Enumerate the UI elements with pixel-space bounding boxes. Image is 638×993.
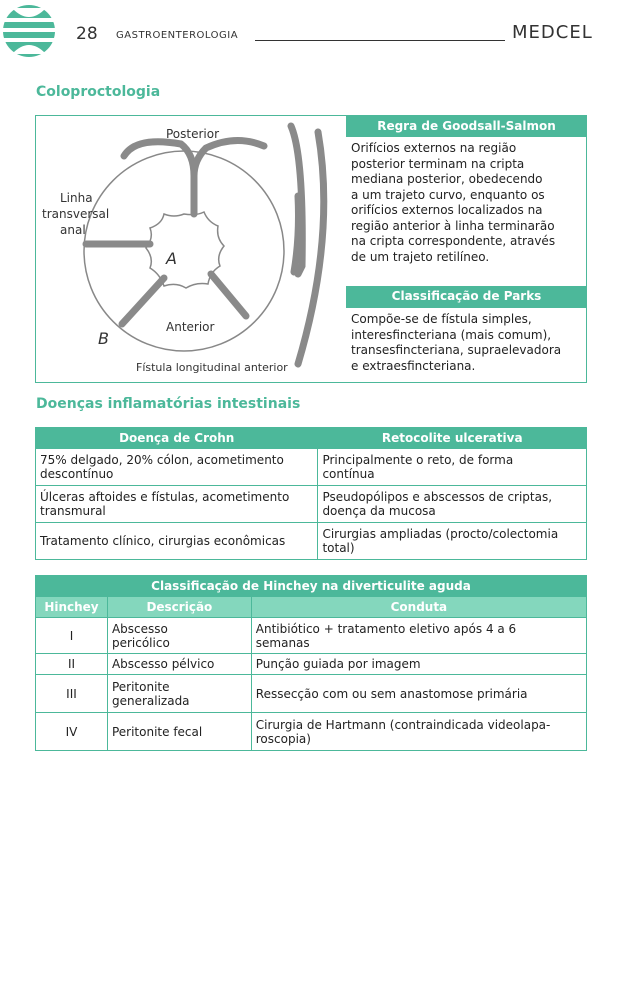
table-cell: II — [36, 654, 108, 675]
coloproctologia-box — [35, 115, 587, 383]
hinchey-table — [35, 575, 587, 751]
brand-logo: MEDCEL — [512, 22, 593, 43]
table-cell: Tratamento clínico, cirurgias econômicas — [36, 523, 318, 560]
goodsall-line: na cripta correspondente, através — [351, 234, 556, 248]
goodsall-line: região anterior à linha terminarão — [351, 218, 555, 233]
goodsall-line: Orifícios externos na região — [351, 141, 517, 155]
table-cell: Principalmente o reto, de forma contínua — [318, 449, 587, 486]
goodsall-line: mediana posterior, obedecendo — [351, 172, 543, 186]
table-row — [36, 618, 587, 654]
table-row — [36, 449, 587, 486]
dii-header-crohn: Doença de Crohn — [36, 428, 318, 449]
hinchey-header-descricao: Descrição — [107, 597, 251, 618]
table-cell: Úlceras aftoides e fístulas, acometimento transmural — [36, 486, 318, 523]
dii-title: Doenças inflamatórias intestinais — [36, 396, 301, 412]
page-header — [0, 0, 638, 75]
goodsall-heading: Regra de Goodsall-Salmon — [346, 116, 587, 137]
table-cell: Abscesso pélvico — [107, 654, 251, 675]
diagram-label-b: B — [98, 329, 109, 348]
hinchey-header-grade: Hinchey — [36, 597, 108, 618]
diagram-label-transversal: transversal — [42, 207, 110, 221]
dii-table — [35, 427, 587, 560]
section-name: GASTROENTEROLOGIA — [116, 30, 239, 41]
parks-line: transesfincteriana, supraelevadora — [351, 343, 562, 357]
medcel-logo-icon — [2, 4, 56, 58]
table-cell: 75% delgado, 20% cólon, acometimento descontínuo — [36, 449, 318, 486]
table-cell: Cirurgia de Hartmann (contraindicada videolapa- roscopia) — [251, 713, 586, 751]
diagram-label-anterior: Anterior — [166, 320, 215, 334]
rules-panel — [346, 116, 587, 382]
hinchey-title: Classificação de Hinchey na diverticulite aguda — [36, 576, 587, 597]
goodsall-diagram — [36, 116, 346, 382]
diagram-label-anal: anal — [60, 223, 86, 237]
parks-line: e extraesfincteriana. — [351, 358, 476, 373]
table-cell: IV — [36, 713, 108, 751]
parks-text — [346, 307, 587, 374]
table-row — [36, 713, 587, 751]
goodsall-line: posterior terminam na cripta — [351, 156, 525, 171]
table-cell: Abscesso pericólico — [107, 618, 251, 654]
diagram-label-fistula: Fístula longitudinal anterior — [136, 361, 288, 374]
table-cell: Peritonite generalizada — [107, 675, 251, 713]
table-cell: Punção guiada por imagem — [251, 654, 586, 675]
table-cell: III — [36, 675, 108, 713]
header-divider — [255, 40, 505, 41]
hinchey-header-conduta: Conduta — [251, 597, 586, 618]
table-cell: Pseudopólipos e abscessos de criptas, doença da mucosa — [318, 486, 587, 523]
table-row — [36, 486, 587, 523]
table-cell: Peritonite fecal — [107, 713, 251, 751]
coloproctologia-title: Coloproctologia — [36, 84, 161, 100]
table-cell: Antibiótico + tratamento eletivo após 4 a 6 semanas — [251, 618, 586, 654]
page-number: 28 — [76, 24, 98, 44]
table-row — [36, 523, 587, 560]
table-cell: I — [36, 618, 108, 654]
diagram-label-a: A — [166, 249, 177, 268]
parks-heading: Classificação de Parks — [346, 286, 587, 307]
table-cell: Ressecção com ou sem anastomose primária — [251, 675, 586, 713]
table-row — [36, 675, 587, 713]
goodsall-line: a um trajeto curvo, enquanto os — [351, 187, 545, 202]
goodsall-line: de um trajeto retilíneo. — [351, 249, 490, 264]
diagram-label-posterior: Posterior — [166, 127, 220, 141]
parks-line: Compõe-se de fístula simples, — [351, 312, 532, 326]
table-cell: Cirurgias ampliadas (procto/colectomia total) — [318, 523, 587, 560]
table-row — [36, 654, 587, 675]
goodsall-text — [346, 137, 587, 286]
goodsall-line: orifícios externos localizados na — [351, 203, 543, 217]
dii-header-rcu: Retocolite ulcerativa — [318, 428, 587, 449]
diagram-label-linha: Linha — [60, 191, 93, 205]
parks-line: interesfincteriana (mais comum), — [351, 327, 552, 342]
